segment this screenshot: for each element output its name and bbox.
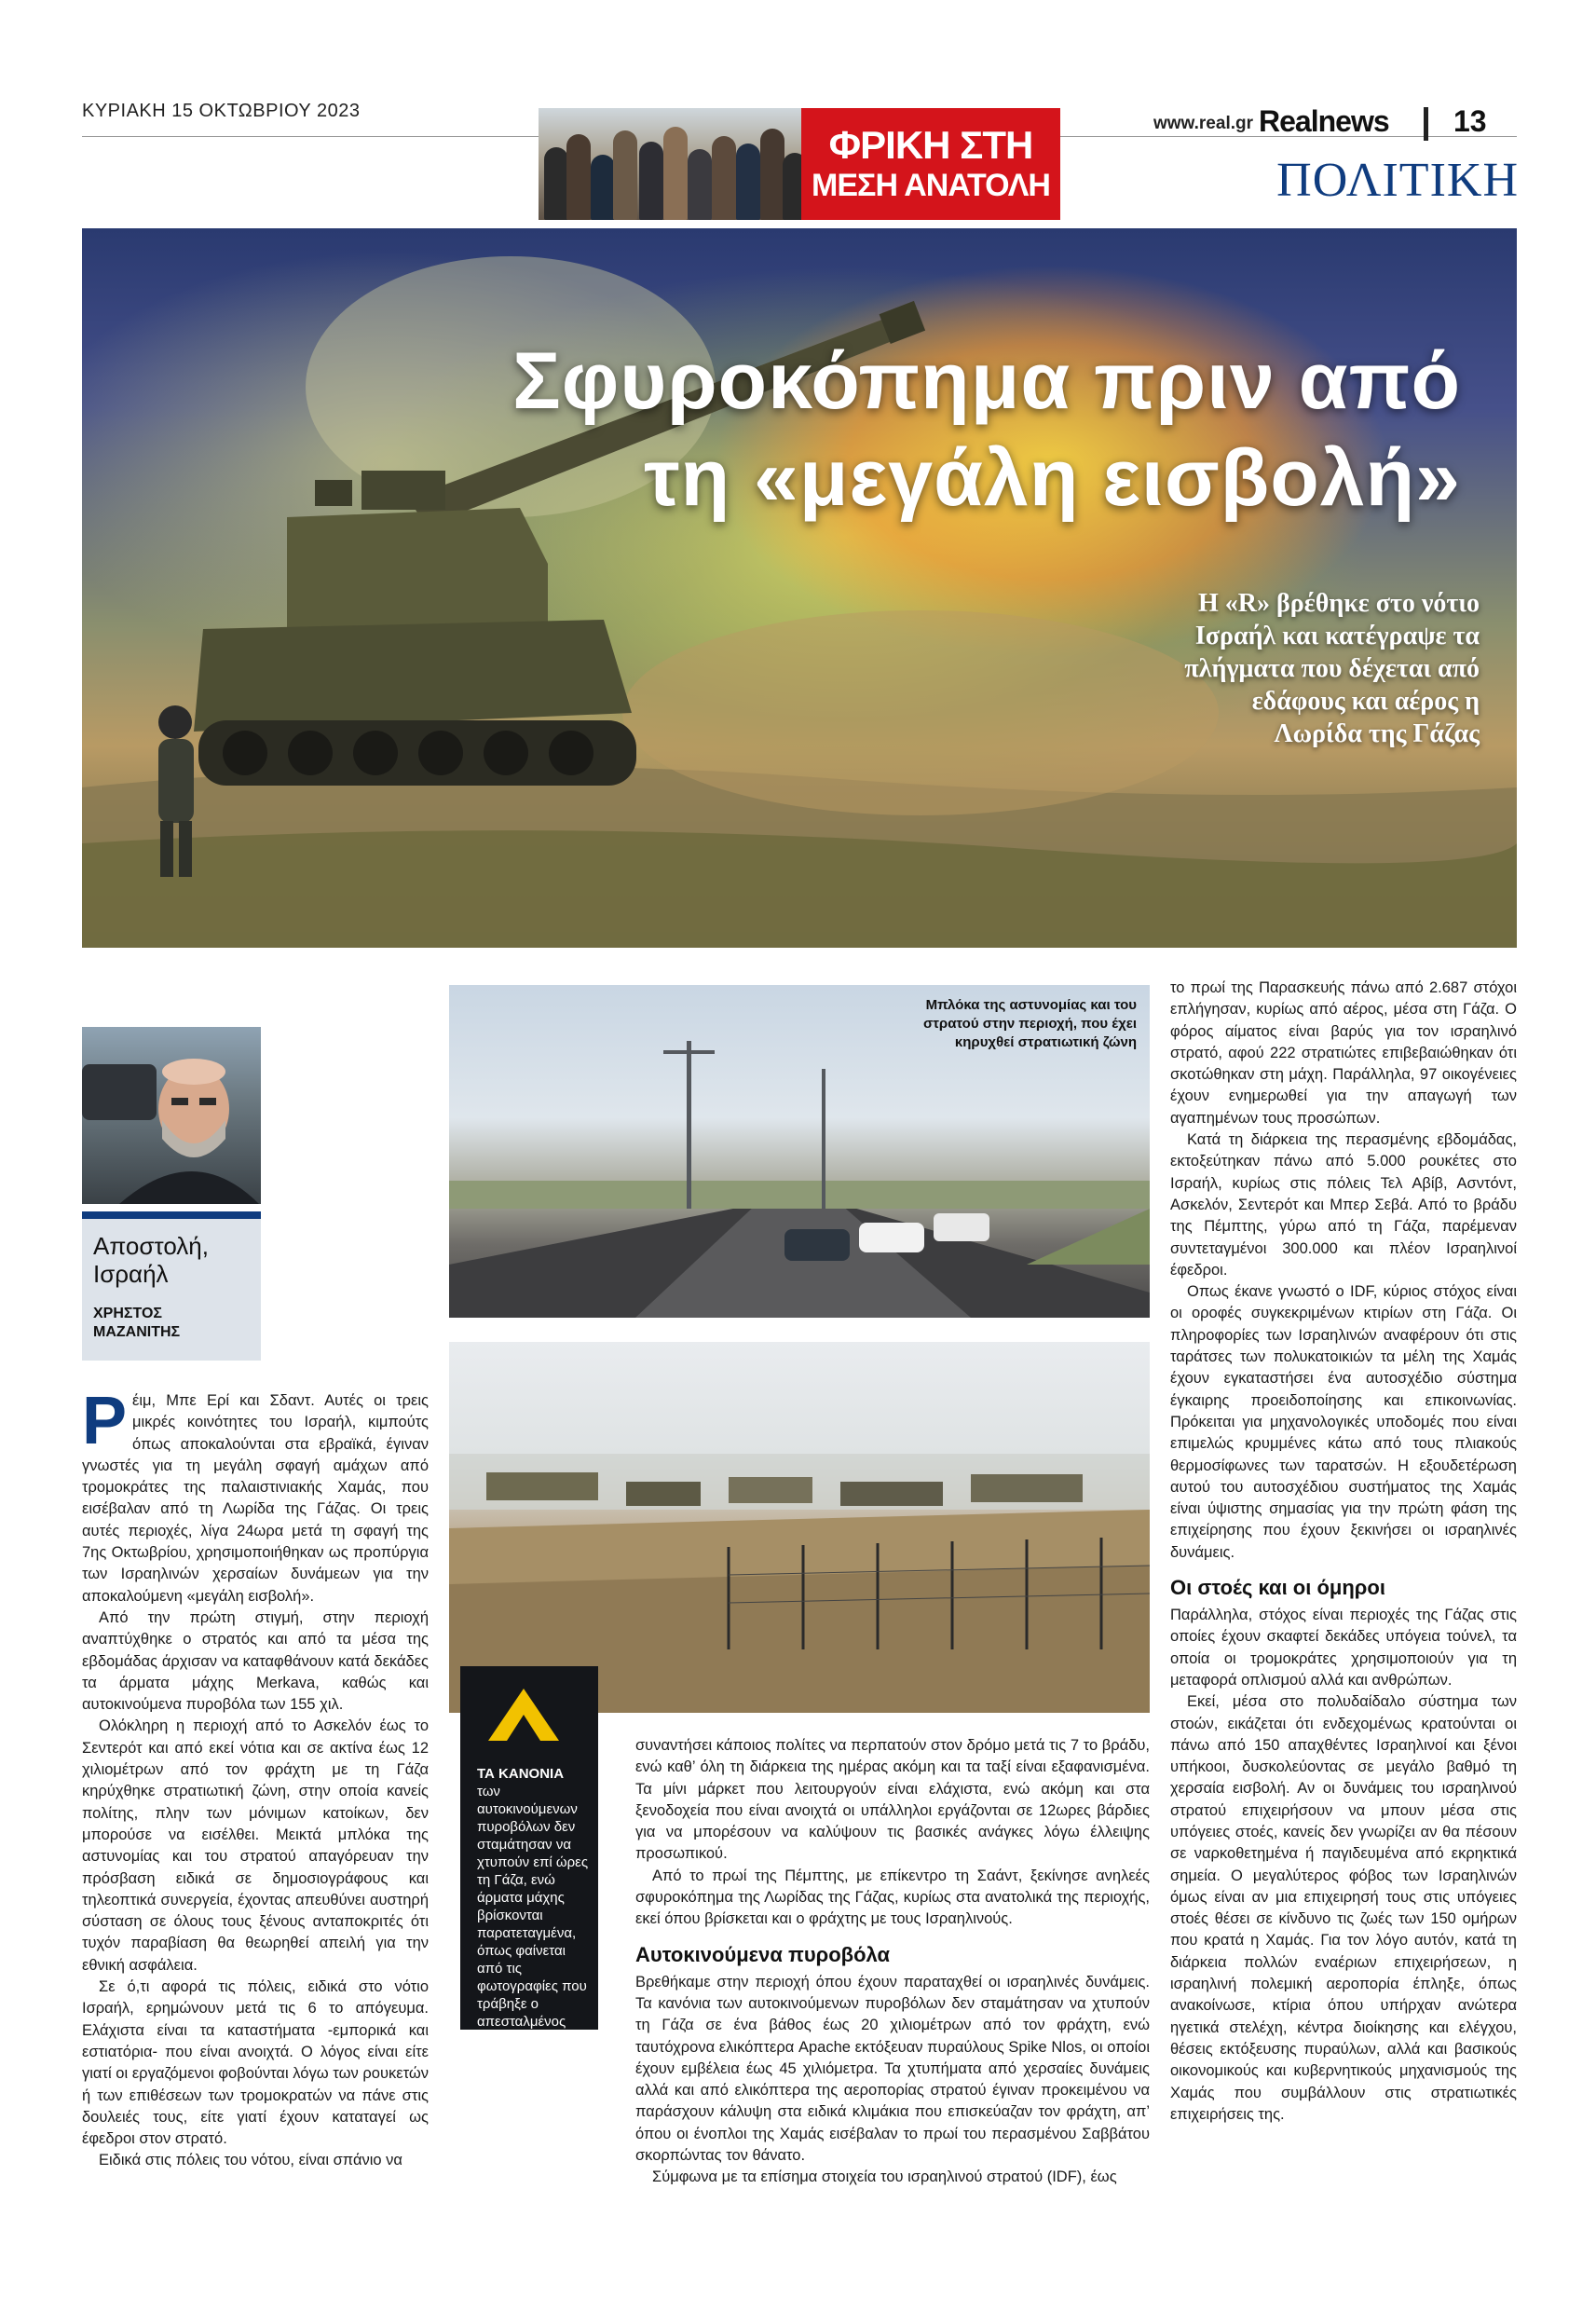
callout-text: ΤΑ ΚΑΝΟΝΙΑ των αυτοκινούμενων πυροβόλων δεν σταμάτησαν να χτυπούν επί ώρες τη Γάζα, ενώ άρματα μάχης βρίσκονται παρατεταγμένα, όπως φαίνεται από τις φωτογραφίες που τράβηξε ο απεσταλμένος της «R», Χρήστος Μαζανίτης xyxy=(477,1766,589,2065)
headline-line-1: Σφυροκόπημα πριν από xyxy=(512,336,1461,426)
hero-image xyxy=(82,228,1517,948)
article-paragraph: Ολόκληρη η περιοχή από το Ασκελόν έως το Σεντερότ και από εκεί νότια και σε ακτίνα έως 12 χιλιομέτρων από τον φράχτη με τη Γάζα κηρύχθηκε στρατιωτική ζώνη, στην οποία κανείς πολίτης, πλην των μόνιμων κατοίκων, δεν μπορούσε να εισέλθει. Μεικτά μπλόκα της αστυνομίας και του στρατού απαγόρευαν την πρόσβαση ειδικά σε δημοσιογράφους και τηλεοπτικά συνεργεία, έχοντας απευθύνει αυστηρή σύσταση σε όλους τους ξένους ανταποκριτές ότι τυχόν παραβίαση θα θεωρηθεί απειλή για την εθνική ασφάλεια. xyxy=(82,1717,429,1974)
banner-line-1: ΦΡΙΚΗ ΣΤΗ xyxy=(828,123,1033,167)
article-paragraph: Κατά τη διάρκεια της περασμένης εβδομάδας, εκτοξεύτηκαν πάνω από 5.000 ρουκέτες στο Ισραήλ, κυρίως στις πόλεις Τελ Αβίβ, Ασντόντ, Ασκελόν, Σεντερότ και Μπερ Σεβά. Από το βράδυ της Πέμπτης, γύρω από τη Γάζα, παρέμεναν συντεταγμένοι 300.000 και πλέον Ισραηλινοί έφεδροι. xyxy=(1170,1131,1517,1279)
subheading: Αυτοκινούμενα πυροβόλα xyxy=(635,1942,891,1966)
tanks-field-scene xyxy=(449,1342,1150,1713)
drop-cap: Ρ xyxy=(82,1384,128,1458)
article-paragraph: Βρεθήκαμε στην περιοχή όπου έχουν παραταχθεί οι ισραηλινές δυνάμεις. Τα κανόνια των αυτοκινούμενων πυροβόλων δεν σταμάτησαν να χτυπούν τη Γάζα σε ένα βάθος έως 20 χιλιομέτρων από τον φράχτη, ενώ ταυτόχρονα ελικόπτερα Apache εκτόξευαν πυραύλους Spike Nlos, οι οποίοι έχουν εμβέλεια έως 45 χιλιόμετρα. Τα χτυπήματα από χερσαίες δυνάμεις αλλά και από ελικόπτερα της αεροπορίας στρατού έγιναν προκειμένου να παράσχουν κάλυψη στα ειδικά κλιμάκια που επισκεύαζαν τον φράχτη, απ’ όπου οι ένοπλοι της Χαμάς εισέβαλαν το πρωί του περασμένου Σαββάτου σκορπώντας τον θάνατο. xyxy=(635,1973,1150,2165)
article-paragraph: Από το πρωί της Πέμπτης, με επίκεντρο τη Σαάντ, ξεκίνησε ανηλεές σφυροκόπημα της Λωρίδας της Γάζας, κυρίως στα ανατολικά της περιοχής, εκεί όπου βρίσκεται και ο φράχτης με τους Ισραηλινούς. xyxy=(635,1867,1150,1928)
article-paragraph: Ειδικά στις πόλεις του νότου, είναι σπάνιο να xyxy=(99,2152,402,2169)
banner-crowd-photo xyxy=(539,108,801,220)
article-paragraph: Σε ό,τι αφορά τις πόλεις, ειδικά στο νότιο Ισραήλ, ερημώνουν μετά τις 6 το απόγευμα. Ελάχιστα είναι τα καταστήματα -εμπορικά και εστιατόρια- που είναι ανοιχτά. Ο λόγος είναι είτε γιατί οι εργαζόμενοι φοβούνται λόγω των ρουκετών ή των επιθέσεων των τρομοκρατών να πάνε στις δουλειές τους, είτε γιατί έχουν καταταγεί ως έφεδροι στον στρατό. xyxy=(82,1978,429,2148)
issue-date: ΚΥΡΙΑΚΗ 15 ΟΚΤΩΒΡΙΟΥ 2023 xyxy=(82,101,361,121)
callout-lead: ΤΑ ΚΑΝΟΝΙΑ xyxy=(477,1766,565,1782)
article-paragraph: Εκεί, μέσα στο πολυδαίδαλο σύστημα των στοών, εικάζεται ότι ενδεχομένως κρατούνται οι πάνω από 150 απαχθέντες Ισραηλινοί και ξένοι υπήκοοι, δυσκολεύοντας σε μεγάλο βαθμό τη χερσαία εισβολή. Αν οι δυνάμεις του ισραηλινού στρατού επιχειρήσουν να μπουν μέσα στις υπόγειες στοές, κανείς δεν γνωρίζει αν θα πέσουν σε ναρκοθετημένα ή παγιδευμένα από εκρηκτικά σημεία. Ο μεγαλύτερος φόβος των Ισραηλινών όμως είναι αν μια επιχειρησή τους στις υπόγειες στοές θέσει σε κίνδυνο τις ζωές των 150 ομήρων που κρατά η Χαμάς. Για τον λόγο αυτόν, κατά τη διάρκεια πολλών εναέριων επιχειρήσεων, η ισραηλινή πολεμική αεροπορία έπληξε, όπως ανακοίνωσε, κτίρια όπου υπήρχαν ανώτερα ηγετικά στελέχη, κέντρα διοίκησης και ελέγχου, θέσεις εκτόξευσης πυραύλων, αλλά και βασικούς οικονομικούς και κυβερνητικούς μηχανισμούς της Χαμάς που συμβάλλουν στις στρατιωτικές επιχειρήσεις της. xyxy=(1170,1693,1517,2123)
author-name: ΧΡΗΣΤΟΣ ΜΑΖΑΝΙΤΗΣ xyxy=(93,1306,181,1340)
dispatch-location: Αποστολή, Ισραήλ xyxy=(93,1232,209,1288)
header-divider xyxy=(1424,107,1428,141)
article-column-2 xyxy=(635,1735,1150,2189)
website-url: www.real.gr xyxy=(1153,114,1253,133)
page-number: 13 xyxy=(1453,104,1487,138)
photo-callout xyxy=(460,1666,598,2065)
section-title: ΠΟΛΙΤΙΚΗ xyxy=(1276,154,1519,207)
author-portrait xyxy=(82,1027,261,1204)
banner-line-2: ΜΕΣΗ ΑΝΑΤΟΛΗ xyxy=(812,168,1050,203)
headline xyxy=(82,333,1461,527)
standfirst: Η «R» βρέθηκε στο νότιο Ισραήλ και κατέγραψε τα πλήγματα που δέχεται από εδάφους και αέρος η Λωρίδα της Γάζας xyxy=(1184,589,1480,748)
brand-logo: Realnews xyxy=(1259,104,1389,138)
header-rule-left xyxy=(82,136,539,137)
headline-line-2: τη «μεγάλη εισβολή» xyxy=(644,433,1461,523)
photo-caption: Μπλόκα της αστυνομίας και του στρατού στην περιοχή, που έχει κηρυχθεί στρατιωτική ζώνη xyxy=(922,997,1137,1050)
article-paragraph: Σύμφωνα με τα επίσημα στοιχεία του ισραηλινού στρατού (IDF), έως xyxy=(652,2168,1117,2186)
article-column-1 xyxy=(82,1384,429,2172)
article-paragraph: συναντήσει κάποιος πολίτες να περπατούν στον δρόμο μετά τις 7 το βράδυ, ενώ καθ’ όλη τη διάρκεια της ημέρας ακόμη και τα ταξί είναι εξαφανισμένα. Τα μίνι μάρκετ που λειτουργούν είναι ελάχιστα, ενώ ακόμη και στα ξενοδοχεία που είναι ανοιχτά οι υπάλληλοι εργάζονται σε 12ωρες βάρδιες για να μπορέσουν να καλύψουν τις βασικές ανάγκες λόγω έλλειψης προσωπικού. xyxy=(635,1737,1150,1863)
banner-title-block xyxy=(801,108,1060,220)
subheading: Οι στοές και οι όμηροι xyxy=(1170,1576,1385,1600)
article-paragraph: Από την πρώτη στιγμή, στην περιοχή αναπτύχθηκε ο στρατός και από τα μέσα της εβδομάδας άρχισαν να καταφθάνουν κατά δεκάδες τα άρματα μάχης Merkava, καθώς και αυτοκινούμενα πυροβόλα των 155 χιλ. xyxy=(82,1608,429,1714)
tanks-field-photo xyxy=(449,1342,1150,1713)
roadblock-photo xyxy=(449,985,1150,1318)
article-paragraph: Ρέιμ, Μπε Ερί και Σδαντ. Αυτές οι τρεις μικρές κοινότητες του Ισραήλ, κιμπούτς όπως αποκαλούνται στα εβραϊκά, έγιναν γνωστές για τη μεγάλη σφαγή αμάχων από τρομοκράτες της παλαιστινιακής Χαμάς, που εισέβαλαν από τη Λωρίδα της Γάζας. Οι τρεις αυτές περιοχές, λίγα 24ωρα μετά τη σφαγή της 7ης Οκτωβρίου, χρησιμοποιήθηκαν ως προπύργια των Ισραηλινών χερσαίων δυνάμεων για την αποκαλούμενη «μεγάλη εισβολή». xyxy=(82,1384,429,1605)
article-paragraph: το πρωί της Παρασκευής πάνω από 2.687 στόχοι επλήγησαν, κυρίως από αέρος, μέσα στη Γάζα. Ο φόρος αίματος είναι βαρύς για τον ισραηλινό στρατό, αφού 222 στρατιώτες επιβεβαιώθηκαν ότι σκοτώθηκαν στη μάχη. Παράλληλα, 97 οικογένειες έχουν ενημερωθεί για την απαγωγή των αγαπημένων τους προσώπων. xyxy=(1170,979,1517,1127)
article-paragraph: Οπως έκανε γνωστό ο IDF, κύριος στόχος είναι οι οροφές συγκεκριμένων κτιρίων στη Γάζα. Οι πληροφορίες των Ισραηλινών αναφέρουν ότι στις ταράτσες των πολυκατοικιών τα μέλη της Χαμάς έχουν εγκαταστήσει ένα αυτοσχέδιο σύστημα έγκαιρης προειδοποίησης και επικοινωνίας. Πρόκειται για μηχανολογικές υποδομές που είναι επιμελώς κρυμμένες κάτω από τους πλιακούς θερμοσίφωνες των ταρατσών. Η εξουδετέρωση αυτού του αυτοσχέδιου συστήματος της Χαμάς είναι ύψιστης σημασίας για την πρώτη φάση της επιχείρησης που έχουν ξεκινήσει οι ισραηλινές δυνάμεις. xyxy=(1170,1283,1517,1561)
author-stripe xyxy=(82,1211,261,1219)
topic-banner xyxy=(539,108,1060,220)
author-photo xyxy=(82,1027,261,1204)
article-column-3 xyxy=(1170,978,1517,2126)
article-paragraph: Παράλληλα, στόχος είναι περιοχές της Γάζας στις οποίες έχουν σκαφτεί δεκάδες υπόγεια τούνελ, τα οποία οι τρομοκράτες χρησιμοποιούν για τη μεταφορά οπλισμού αλλά και ανθρώπων. xyxy=(1170,1607,1517,1689)
chevron-up-icon xyxy=(486,1687,561,1743)
